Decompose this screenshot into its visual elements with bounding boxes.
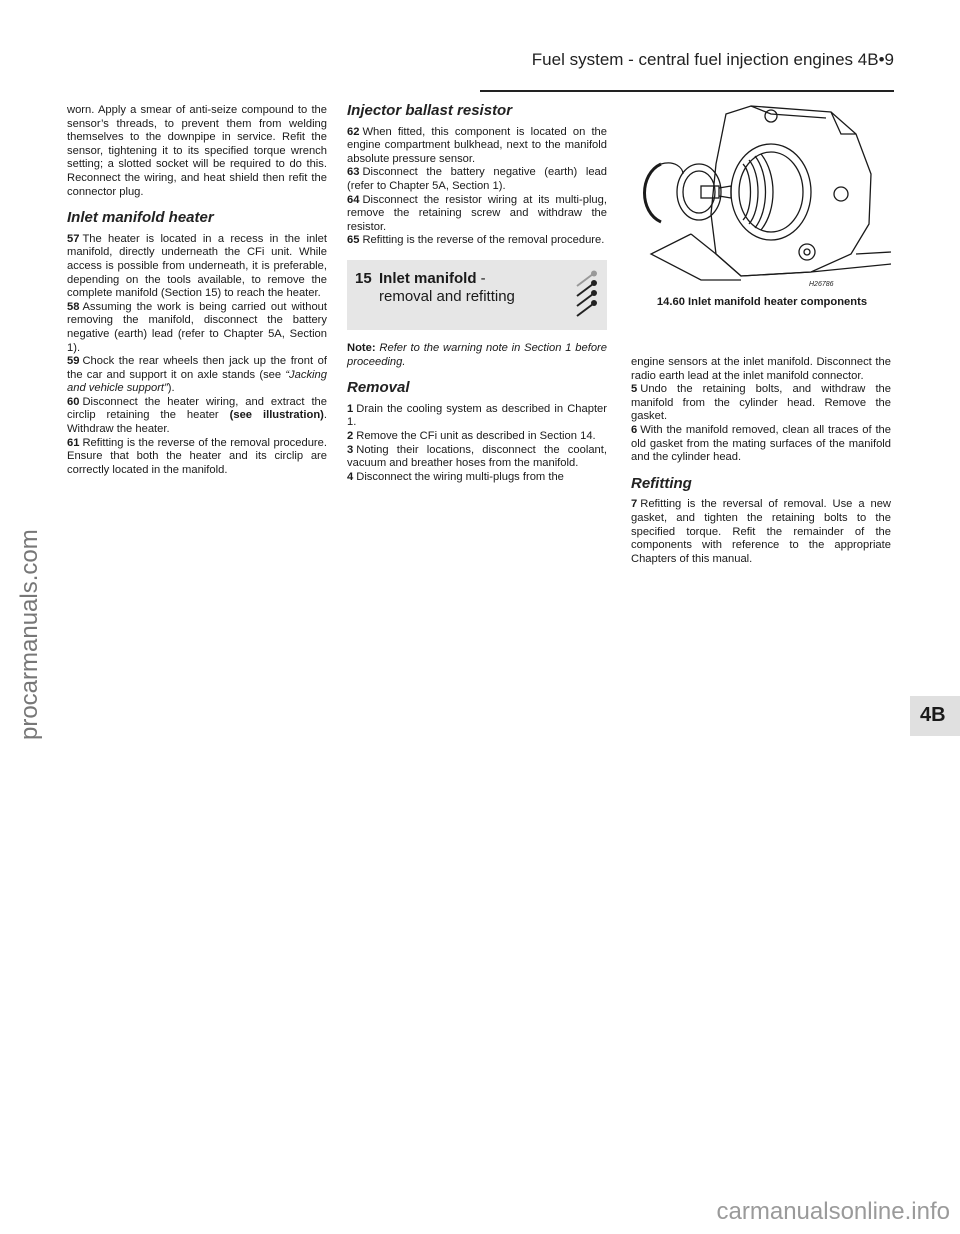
page-header — [480, 50, 894, 76]
para-text: Refitting is the reversal of removal. Use a new gasket, and tighten the retaining bolts to the specified torque. Refit the remainder of the components with reference to the appropriate Chapters of this manual. — [631, 498, 891, 565]
para-r4-cont: engine sensors at the inlet manifold. Disconnect the radio earth lead at the inlet manifold connector. — [631, 356, 891, 382]
figure-caption: 14.60 Inlet manifold heater components — [656, 296, 868, 308]
para-61 — [67, 437, 327, 478]
para-63 — [347, 166, 607, 193]
para-number: 3 — [347, 443, 354, 456]
section-title — [379, 269, 486, 287]
para-57 — [67, 233, 327, 301]
heading-removal: Removal — [347, 379, 410, 397]
para-number: 61 — [67, 436, 80, 449]
chapter-tab-label: 4B — [920, 704, 946, 726]
para-65 — [347, 234, 607, 248]
section-15-box — [347, 260, 607, 330]
para-text: ). — [167, 382, 175, 395]
heading-injector-ballast-resistor: Injector ballast resistor — [347, 102, 513, 119]
para-number: 2 — [347, 429, 354, 442]
para-number: 59 — [67, 355, 80, 368]
difficulty-spanner-icon — [573, 270, 599, 322]
para-text: Remove the CFi unit as described in Section 14. — [356, 429, 596, 442]
para-text: Refitting is the reverse of the removal procedure. — [362, 234, 605, 247]
para-text: Undo the retaining bolts, and withdraw the manifold from the cylinder head. Remove the gasket. — [631, 383, 891, 423]
para-r1 — [347, 403, 607, 430]
para-italic: “Jacking and vehicle support” — [67, 368, 327, 395]
para-number: 63 — [347, 166, 360, 179]
chapter-tab — [910, 696, 960, 736]
para-number: 64 — [347, 193, 360, 206]
para-text: Noting their locations, disconnect the coolant, vacuum and breather hoses from the manifold. — [347, 443, 607, 470]
para-text: Refitting is the reverse of the removal procedure. Ensure that both the heater and its circlip are correctly located in the manifold. — [67, 436, 327, 476]
see-illustration-ref: (see illustration) — [229, 409, 324, 422]
section-number: 15 — [355, 269, 372, 287]
note-label: Note: — [347, 341, 376, 354]
para-58 — [67, 301, 327, 355]
para-r7 — [631, 498, 891, 566]
para-number: 4 — [347, 470, 354, 483]
note-text: Refer to the warning note in Section 1 before proceeding. — [347, 341, 607, 368]
column-3 — [631, 356, 891, 566]
section-title-rest: - — [476, 269, 486, 287]
para-r5 — [631, 383, 891, 424]
para-text: Drain the cooling system as described in Chapter 1. — [347, 402, 607, 429]
watermark-left: procarmanuals.com — [16, 529, 43, 740]
para-r2 — [347, 430, 607, 444]
para-number: 5 — [631, 383, 638, 396]
para-text: Disconnect the battery negative (earth) lead (refer to Chapter 5A, Section 1). — [347, 166, 607, 192]
para-number: 65 — [347, 234, 360, 247]
para-text: Disconnect the wiring multi-plugs from the — [356, 470, 564, 483]
para-number: 1 — [347, 402, 354, 415]
para-number: 7 — [631, 498, 638, 511]
para-text: With the manifold removed, clean all traces of the old gasket from the mating surfaces of the manifold and the cylinder head. — [631, 423, 891, 464]
column-1 — [67, 104, 327, 477]
para-number: 6 — [631, 423, 638, 436]
section-title-bold: Inlet manifold — [379, 269, 477, 287]
figure-code: H26786 — [809, 281, 834, 288]
para-text: Disconnect the resistor wiring at its multi-plug, remove the retaining screw and withdraw the resistor. — [347, 193, 607, 233]
watermark-bottom: carmanualsonline.info — [716, 1198, 950, 1225]
header-rule — [480, 90, 894, 92]
section-subtitle: removal and refitting — [379, 287, 515, 305]
column-2 — [347, 104, 607, 484]
para-text: Chock the rear wheels then jack up the front of the car and support it on axle stands (see — [67, 355, 327, 381]
heading-inlet-manifold-heater: Inlet manifold heater — [67, 209, 214, 227]
figure-inlet-manifold-heater — [631, 104, 893, 290]
para-number: 57 — [67, 232, 80, 245]
para-r3 — [347, 444, 607, 471]
para-text: When fitted, this component is located on the engine compartment bulkhead, next to the manifold absolute pressure sensor. — [347, 125, 607, 165]
para-59 — [67, 355, 327, 396]
para-number: 58 — [67, 300, 80, 313]
para-text: Assuming the work is being carried out without removing the manifold, disconnect the battery negative (earth) lead (refer to Chapter 5A, Section 1). — [67, 300, 327, 354]
para-62 — [347, 126, 607, 167]
para-r6 — [631, 424, 891, 465]
para-60 — [67, 396, 327, 437]
para-64 — [347, 194, 607, 235]
para-text: The heater is located in a recess in the inlet manifold, directly underneath the CFi unit. While access is possible from underneath, it is preferable, depending on the tools available, to remove the complete manifold (Section 15) to reach the heater. — [67, 232, 327, 300]
para-number: 60 — [67, 395, 80, 408]
para-text: Disconnect the heater wiring, and extract the circlip retaining the heater — [67, 395, 327, 422]
note — [347, 342, 607, 369]
col1-intro: worn. Apply a smear of anti-seize compound to the sensor’s threads, to prevent them from welding themselves to the downpipe in service. Refit the sensor, tightening it to its specified torque wrench setting; a slotted socket will be required to do this. Reconnect the wiring, and heat shield then refit the connector plug. — [67, 104, 327, 198]
para-number: 62 — [347, 125, 360, 138]
para-text: . Withdraw the heater. — [67, 409, 327, 436]
heading-refitting: Refitting — [631, 474, 692, 492]
para-r4 — [347, 471, 607, 485]
page-header-title: Fuel system - central fuel injection engines 4B•9 — [531, 50, 894, 69]
